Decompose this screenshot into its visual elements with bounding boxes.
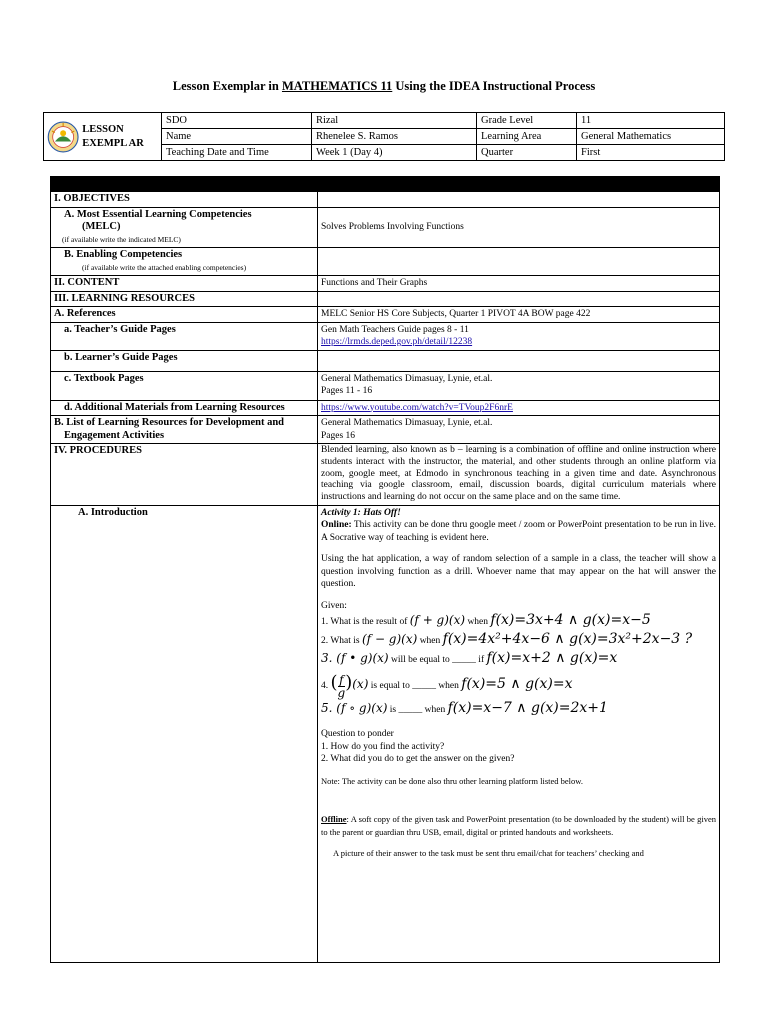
offline-paragraph — [321, 813, 716, 838]
procedures-text: Blended learning, also known as b – learning is a combination of offline and online instruction where students interact with the instructor, the material, and other students through an online platform via zoom, google meet, at Edmodo in synchronous teaching in a given time and date. Asynchronous teaching via google classroom, email, discussion boards, digital curriculum materials where instructions and learning do not occur on the same place and on the same time. — [318, 444, 720, 506]
additional-label: d. Additional Materials from Learning Resources — [64, 401, 285, 413]
deped-seal-icon — [46, 115, 80, 159]
question-4: 4. ( $\frac{f}{g}$ )(x) is equal to _____ when f(x)=5 ∧ g(x)=x — [321, 672, 573, 700]
question-5: 5. (f ∘ g)(x) is _____ when f(x)=x−7 ∧ g(x)=2x+1 — [321, 700, 608, 717]
teacher-guide-value-cell — [318, 322, 720, 350]
references-value: MELC Senior HS Core Subjects, Quarter 1 PIVOT 4A BOW page 422 — [318, 307, 720, 323]
empty-cell — [318, 192, 720, 208]
header-key: Teaching Date and Time — [162, 145, 312, 161]
header-value: General Mathematics — [577, 129, 725, 145]
empty-cell — [318, 291, 720, 307]
references-label: A. References — [51, 307, 318, 323]
header-value: Rhenelee S. Ramos — [312, 129, 477, 145]
introduction-label: A. Introduction — [78, 506, 148, 518]
offline-label: Offline — [321, 814, 347, 825]
content-label: II. CONTENT — [51, 276, 318, 292]
ponder-question-1: 1. How do you find the activity? — [321, 741, 445, 752]
header-key: Learning Area — [477, 129, 577, 145]
empty-cell — [318, 350, 720, 371]
header-value: Rizal — [312, 113, 477, 129]
procedures-label: IV. PROCEDURES — [51, 444, 318, 506]
logo-cell — [44, 113, 162, 161]
header-key: Name — [162, 129, 312, 145]
teacher-guide-label-cell — [51, 322, 318, 350]
online-label: Online: — [321, 520, 352, 531]
question-1: 1. What is the result of (f + g)(x) when f(x)=3x+4 ∧ g(x)=x−5 — [321, 612, 651, 629]
note-text: Note: The activity can be done also thru other learning platform listed below. — [321, 775, 584, 786]
header-value: First — [577, 145, 725, 161]
hat-paragraph: Using the hat application, a way of random selection of a sample in a class, the teacher will show a question involving function as a drill. Whoever name that may appear on the hat will answer the question. — [321, 554, 716, 590]
melc-label-cell — [51, 207, 318, 248]
header-value: Week 1 (Day 4) — [312, 145, 477, 161]
ponder-label: Question to ponder — [321, 729, 394, 740]
youtube-link[interactable]: https://www.youtube.com/watch?v=TVoup2F6nrE — [321, 402, 513, 413]
melc-label: A. Most Essential Learning Competencies — [64, 208, 252, 220]
list-value-cell — [318, 416, 720, 444]
header-key: Grade Level — [477, 113, 577, 129]
online-paragraph — [321, 519, 716, 544]
melc-label-2: (MELC) — [82, 221, 121, 232]
textbook-label: c. Textbook Pages — [64, 372, 144, 384]
melc-value: Solves Problems Involving Functions — [318, 207, 720, 248]
activity-title: Activity 1: Hats Off! — [321, 507, 401, 518]
empty-cell — [318, 248, 720, 276]
introduction-label-cell — [51, 505, 318, 962]
list-label-cell — [51, 416, 318, 444]
textbook-pages: Pages 11 - 16 — [321, 386, 373, 396]
list-value: General Mathematics Dimasuay, Lynie, et.al. — [321, 418, 493, 428]
header-value: 11 — [577, 113, 725, 129]
header-key: SDO — [162, 113, 312, 129]
question-2: 2. What is (f − g)(x) when f(x)=4x²+4x−6 ∧ g(x)=3x²+2x−3 ? — [321, 631, 693, 648]
fraction-f-over-g: $\frac{f}{g}$ — [337, 672, 346, 700]
additional-value-cell — [318, 400, 720, 416]
enabling-label: B. Enabling Competencies — [64, 249, 183, 260]
learner-guide-label: b. Learner’s Guide Pages — [64, 351, 178, 363]
question-3: 3. (f • g)(x) will be equal to _____ if f(x)=x+2 ∧ g(x)=x — [321, 650, 618, 667]
lesson-table — [50, 176, 720, 963]
resources-heading: III. LEARNING RESOURCES — [51, 291, 318, 307]
ponder-question-2: 2. What did you do to get the answer on the given? — [321, 754, 515, 765]
enabling-note: (if available write the attached enabling competencies) — [82, 262, 247, 272]
header-key: Quarter — [477, 145, 577, 161]
objectives-heading: I. OBJECTIVES — [51, 192, 318, 208]
list-label-2: Engagement Activities — [64, 429, 165, 441]
header-table — [43, 112, 725, 161]
lesson-exemplar-label: LESSON EXEMPL AR — [82, 123, 144, 149]
page-title: Lesson Exemplar in MATHEMATICS 11 Using the IDEA Instructional Process — [172, 79, 596, 93]
offline-text: : A soft copy of the given task and PowerPoint presentation (to be downloaded by the student) will be given to the parent or guardian thru USB, email, digital or printed handouts and worksheets. — [321, 814, 716, 837]
introduction-content — [318, 505, 720, 962]
black-header-bar — [51, 177, 720, 192]
enabling-label-cell — [51, 248, 318, 276]
list-label: B. List of Learning Resources for Development and — [54, 417, 285, 428]
list-pages: Pages 16 — [321, 430, 356, 441]
textbook-value-cell — [318, 371, 720, 400]
additional-label-cell — [51, 400, 318, 416]
textbook-label-cell — [51, 371, 318, 400]
textbook-value: General Mathematics Dimasuay, Lynie, et.al. — [321, 373, 493, 384]
teacher-guide-label: a. Teacher’s Guide Pages — [64, 323, 176, 335]
online-text: This activity can be done thru google meet / zoom or PowerPoint presentation to be run in live. A Socrative way of teaching is evident here. — [321, 520, 716, 543]
melc-note: (if available write the indicated MELC) — [62, 234, 181, 244]
given-label: Given: — [321, 600, 347, 611]
picture-text: A picture of their answer to the task must be sent thru email/chat for teachers’ checking and — [333, 848, 644, 859]
content-value: Functions and Their Graphs — [318, 276, 720, 292]
teacher-guide-link[interactable]: https://lrmds.deped.gov.ph/detail/12238 — [321, 337, 473, 347]
learner-guide-label-cell — [51, 350, 318, 371]
teacher-guide-value: Gen Math Teachers Guide pages 8 - 11 — [321, 324, 469, 335]
